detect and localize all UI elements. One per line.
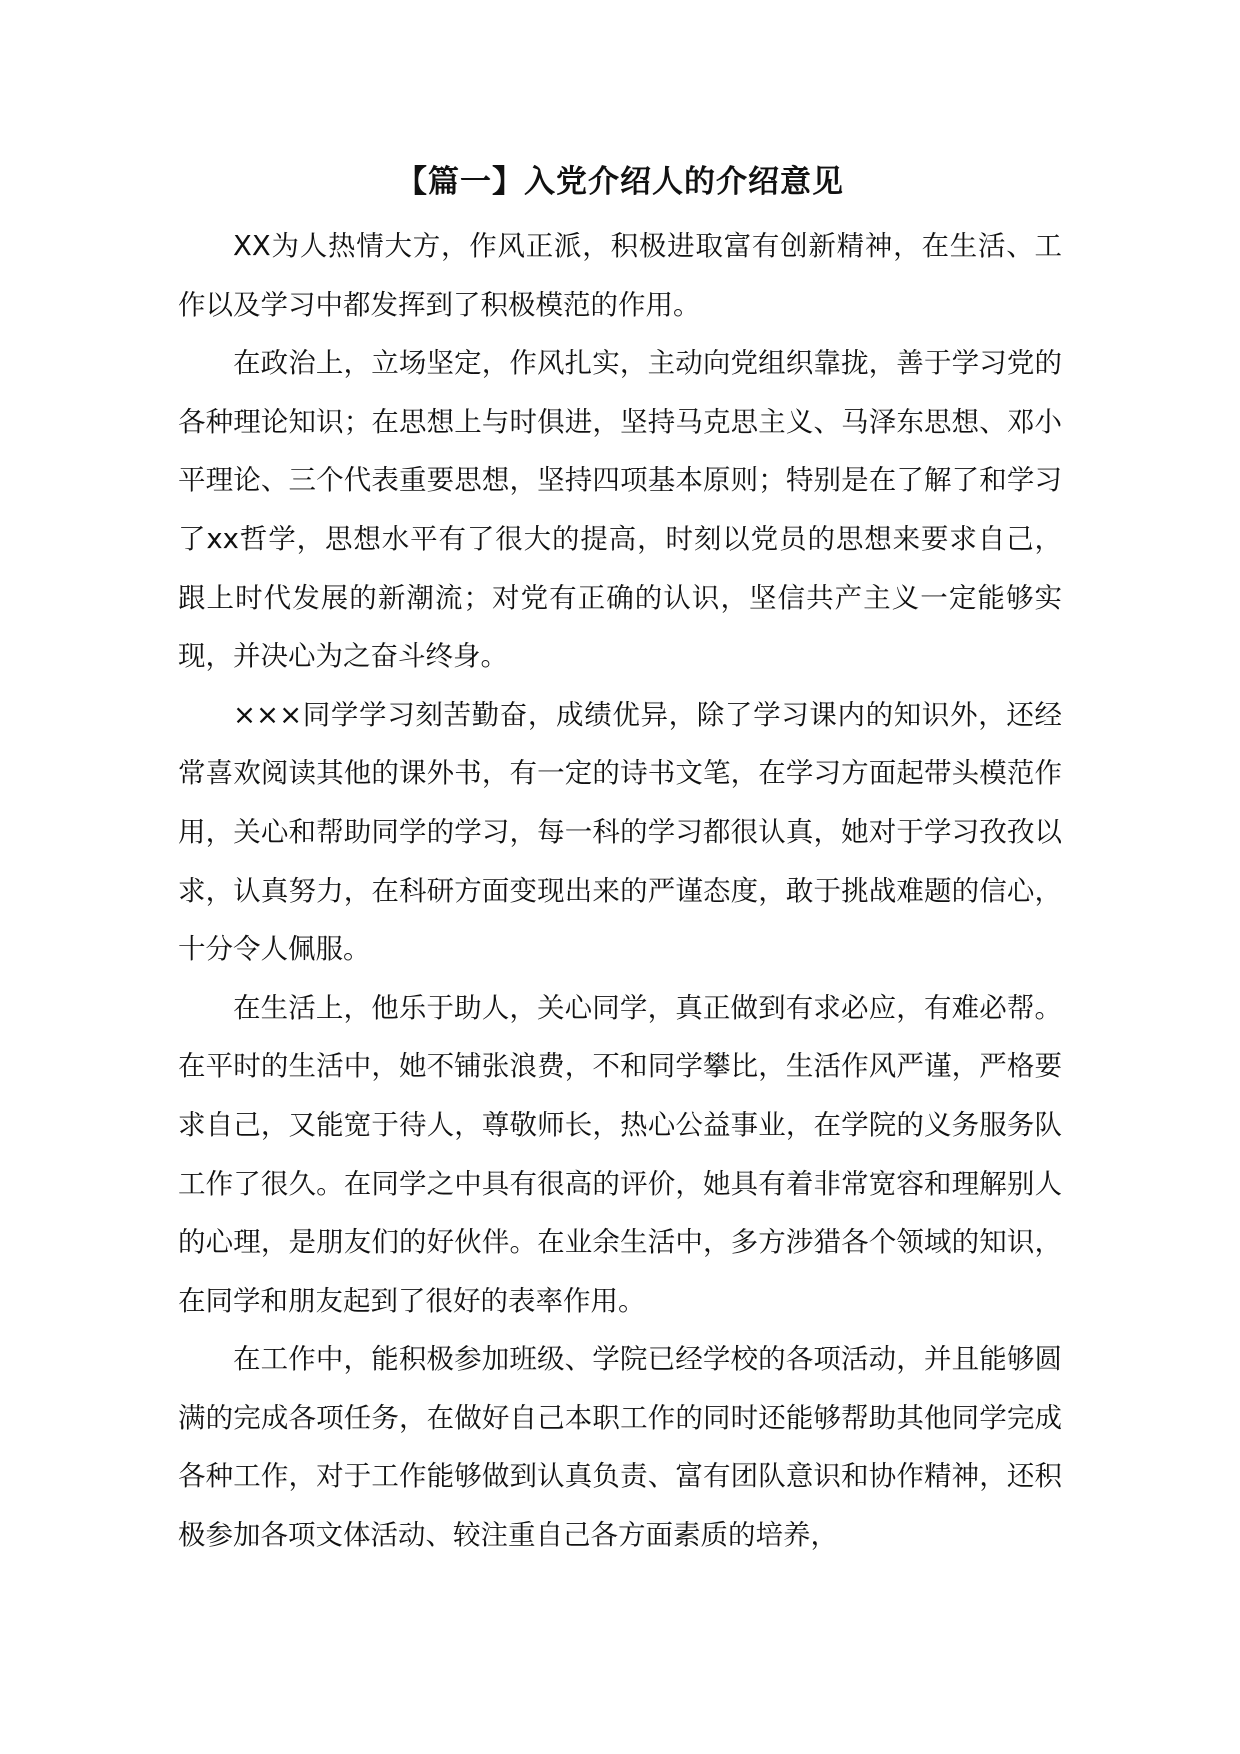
- paragraph-politics: 在政治上，立场坚定，作风扎实，主动向党组织靠拢，善于学习党的各种理论知识；在思想上与时俱进，坚持马克思主义、马泽东思想、邓小平理论、三个代表重要思想，坚持四项基本原则；特别是在了解了和学习了xx哲学，思想水平有了很大的提高，时刻以党员的思想来要求自己，跟上时代发展的新潮流；对党有正确的认识，坚信共产主义一定能够实现，并决心为之奋斗终身。: [178, 347, 1062, 673]
- document-title: 【篇一】入党介绍人的介绍意见: [396, 164, 844, 200]
- paragraph-life: 在生活上，他乐于助人，关心同学，真正做到有求必应，有难必帮。在平时的生活中，她不铺张浪费，不和同学攀比，生活作风严谨，严格要求自己，又能宽于待人，尊敬师长，热心公益事业，在学院的义务服务队工作了很久。在同学之中具有很高的评价，她具有着非常宽容和理解别人的心理，是朋友们的好伙伴。在业余生活中，多方涉猎各个领域的知识，在同学和朋友起到了很好的表率作用。: [178, 991, 1062, 1317]
- paragraph-work: 在工作中，能积极参加班级、学院已经学校的各项活动，并且能够圆满的完成各项任务，在做好自己本职工作的同时还能够帮助其他同学完成各种工作，对于工作能够做到认真负责、富有团队意识和协作精神，还积极参加各项文体活动、较注重自己各方面素质的培养，: [178, 1343, 1062, 1552]
- paragraph-introduction: XX为人热情大方，作风正派，积极进取富有创新精神，在生活、工作以及学习中都发挥到了积极模范的作用。: [178, 230, 1062, 321]
- paragraph-study: ×××同学学习刻苦勤奋，成绩优异，除了学习课内的知识外，还经常喜欢阅读其他的课外书，有一定的诗书文笔，在学习方面起带头模范作用，关心和帮助同学的学习，每一科的学习都很认真，她对于学习孜孜以求，认真努力，在科研方面变现出来的严谨态度，敢于挑战难题的信心，十分令人佩服。: [178, 698, 1062, 966]
- document-body: [178, 217, 1062, 1565]
